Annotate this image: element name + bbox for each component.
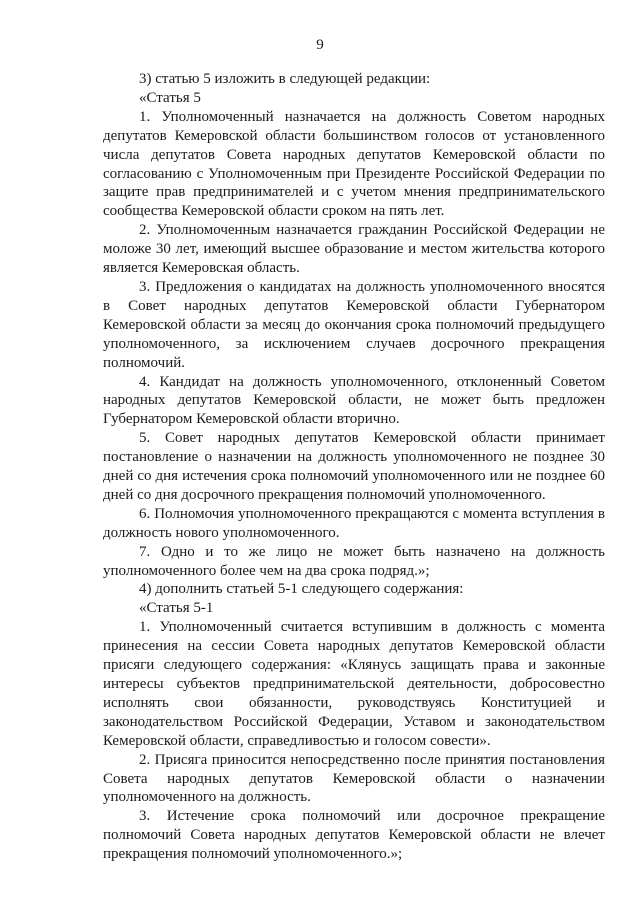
amendment-item-3: 3) статью 5 изложить в следующей редакции: [139, 71, 431, 87]
article-5-heading: «Статья 5 [139, 89, 201, 106]
article-5-1-clause-2: 2. Присяга приносится непосредственно после принятия постановления Совета народных депутатов Кемеровской области о назначении уполномоченного на должность. [103, 751, 605, 806]
article-5-clause-3: 3. Предложения о кандидатах на должность уполномоченного вносятся в Совет народных депутатов Кемеровской области Губернатором Кемеровской области за месяц до окончания срока полномочий предыдущего уполномоченного, за исключением случаев досрочного прекращения полномочий. [103, 278, 605, 371]
article-5-clause-1: 1. Уполномоченный назначается на должность Советом народных депутатов Кемеровской области большинством голосов от установленного числа депутатов Совета народных депутатов Кемеровской области по согласованию с Уполномоченным при Президенте Российской Федерации по защите прав предпринимателей и с учетом мнения предпринимательского сообщества Кемеровской области сроком на пять лет. [103, 108, 605, 220]
article-5-clause-2: 2. Уполномоченным назначается гражданин Российской Федерации не моложе 30 лет, имеющий высшее образование и местом жительства которого является Кемеровская область. [103, 222, 605, 277]
article-5-clause-7: 7. Одно и то же лицо не может быть назначено на должность уполномоченного более чем на два срока подряд.»; [103, 543, 605, 579]
article-5-clause-4: 4. Кандидат на должность уполномоченного, отклоненный Советом народных депутатов Кемеровской области, не может быть предложен Губернатором Кемеровской области вторично. [103, 373, 605, 428]
article-5-clause-5: 5. Совет народных депутатов Кемеровской области принимает постановление о назначении на должность уполномоченного не позднее 30 дней со дня истечения срока полномочий уполномоченного или не позднее 60 дней со дня досрочного прекращения полномочий уполномоченного. [103, 430, 605, 503]
page-number: 9 [316, 37, 324, 53]
article-5-1-clause-3: 3. Истечение срока полномочий или досрочное прекращение полномочий Совета народных депутатов Кемеровской области не влечет прекращения полномочий уполномоченного.»; [103, 808, 605, 863]
article-5-clause-6: 6. Полномочия уполномоченного прекращаются с момента вступления в должность нового уполномоченного. [103, 505, 605, 541]
amendment-item-4: 4) дополнить статьей 5-1 следующего содержания: [139, 581, 464, 598]
article-5-1-heading: «Статья 5-1 [139, 600, 214, 617]
article-5-1-clause-1: 1. Уполномоченный считается вступившим в должность с момента принесения на сессии Совета народных депутатов Кемеровской области присяги следующего содержания: «Клянусь защищать права и законные интересы субъектов предпринимательской деятельности, добросовестно исполнять свои обязанности, руководствуясь Конституцией и законодательством Российской Федерации, Уставом и законодательством Кемеровской области, справедливостью и голосом совести». [103, 619, 605, 749]
document-body [103, 70, 605, 864]
